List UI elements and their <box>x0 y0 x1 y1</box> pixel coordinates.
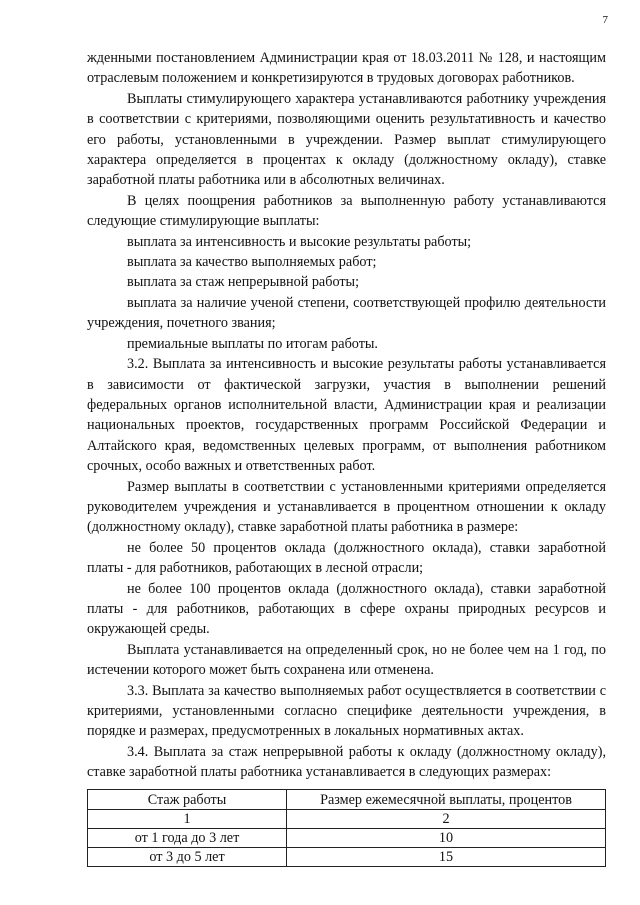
paragraph: не более 50 процентов оклада (должностного оклада), ставки заработной платы - для работников, работающих в лесной отрасли; <box>87 539 606 577</box>
paragraph: жденными постановлением Администрации края от 18.03.2011 № 128, и настоящим отраслевым положением и конкретизируются в трудовых договорах работников. <box>87 50 606 87</box>
table-cell: 2 <box>287 810 606 829</box>
paragraph: Выплата устанавливается на определенный срок, но не более чем на 1 год, по истечении которого может быть сохранена или отменена. <box>87 641 606 679</box>
document-body <box>87 48 606 783</box>
list-item: выплата за стаж непрерывной работы; <box>127 274 360 291</box>
paragraph: не более 100 процентов оклада (должностного оклада), ставки заработной платы - для работников, работающих в сфере охраны природных ресурсов и окружающей среды. <box>87 580 606 638</box>
table-row <box>88 848 606 867</box>
table-cell: 10 <box>287 829 606 848</box>
seniority-table <box>87 789 606 867</box>
table-cell: от 3 до 5 лет <box>88 848 287 867</box>
table-header-row <box>88 790 606 810</box>
table-cell: 1 <box>88 810 287 829</box>
table-row <box>88 810 606 829</box>
list-item: выплата за качество выполняемых работ; <box>127 254 377 271</box>
table-cell: от 1 года до 3 лет <box>88 829 287 848</box>
paragraph: 3.2. Выплата за интенсивность и высокие результаты работы устанавливается в зависимости от фактической загрузки, участия в выполнении решений федеральных органов исполнительной власти, Администрации края и реализации национальных проектов, государственных программ Российской Федерации и Алтайского края, ведомственных целевых программ, от выполнения работником срочных, особо важных и ответственных работ. <box>87 356 606 475</box>
list-item: выплата за наличие ученой степени, соответствующей профилю деятельности учреждения, почетного звания; <box>87 294 606 332</box>
paragraph: Размер выплаты в соответствии с установленными критериями определяется руководителем учреждения и устанавливается в процентном отношении к окладу (должностному окладу), ставке заработной платы работника в размере: <box>87 478 606 536</box>
list-item: выплата за интенсивность и высокие результаты работы; <box>127 233 472 250</box>
table-header-cell: Размер ежемесячной выплаты, процентов <box>287 790 606 810</box>
table-cell: 15 <box>287 848 606 867</box>
list-item: премиальные выплаты по итогам работы. <box>127 335 378 352</box>
paragraph: 3.3. Выплата за качество выполняемых работ осуществляется в соответствии с критериями, установленными согласно специфике деятельности учреждения, в порядке и размерах, предусмотренных в локальных нормативных актах. <box>87 682 606 740</box>
paragraph: 3.4. Выплата за стаж непрерывной работы к окладу (должностному окладу), ставке заработной платы работника устанавливается в следующих размерах: <box>87 743 606 781</box>
paragraph: Выплаты стимулирующего характера устанавливаются работнику учреждения в соответствии с критериями, позволяющими оценить результативность и качество его работы, установленными в учреждении. Размер выплат стимулирующего характера определяется в процентах к окладу (должностному окладу), ставке заработной платы работника или в абсолютных величинах. <box>87 90 606 189</box>
paragraph: В целях поощрения работников за выполненную работу устанавливаются следующие стимулирующие выплаты: <box>87 192 606 230</box>
table-header-cell: Стаж работы <box>88 790 287 810</box>
page-number: 7 <box>602 14 608 26</box>
table-row <box>88 829 606 848</box>
